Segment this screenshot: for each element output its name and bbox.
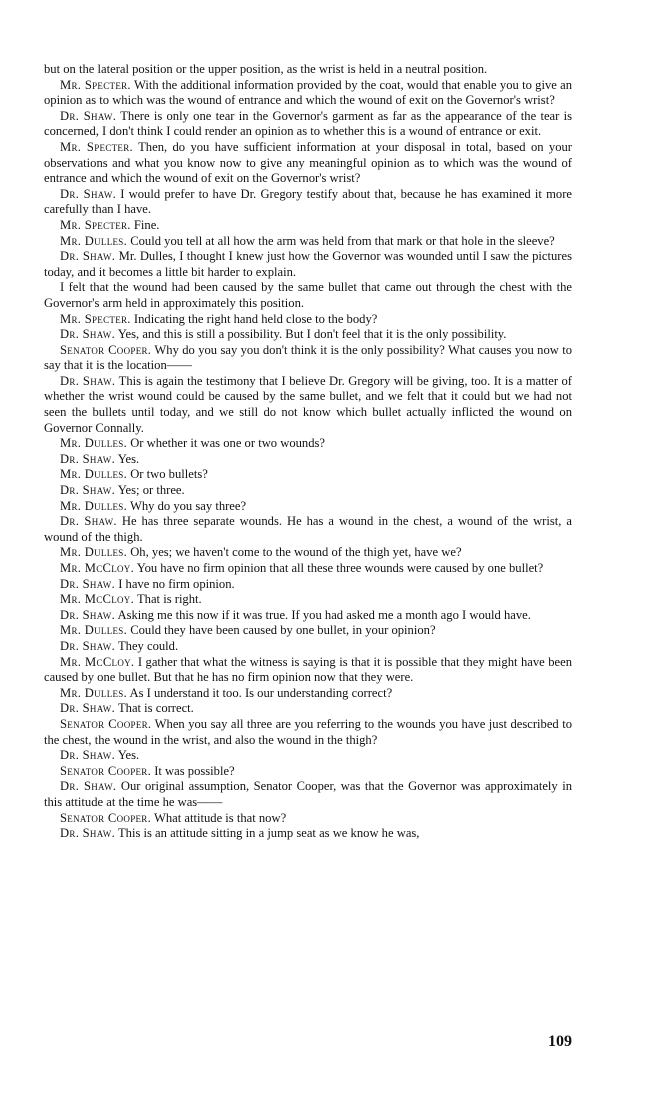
paragraph-text: That is correct. xyxy=(117,701,194,716)
speaker-label: Mr. Specter. xyxy=(60,77,131,92)
speaker-label: Senator Cooper. xyxy=(60,342,152,357)
transcript-paragraph xyxy=(44,109,572,140)
transcript-paragraph xyxy=(44,483,572,499)
transcript-paragraph xyxy=(44,452,572,468)
page-number: 109 xyxy=(548,1033,572,1050)
speaker-label: Dr. Shaw. xyxy=(60,701,116,716)
paragraph-text: Could you tell at all how the arm was held from that mark or that hole in the sleeve? xyxy=(130,233,555,248)
paragraph-text: I felt that the wound had been caused by the same bullet that came out through the chest with the Governor's arm held in approximately this position. xyxy=(44,280,572,310)
speaker-label: Mr. McCloy. xyxy=(60,561,135,575)
paragraph-text: This is again the testimony that I believe Dr. Gregory will be giving, too. It is a matter of whether the wrist wound could be caused by the same bullet, and we felt that it could but we had not seen the bullets until today, and we still do not know which bullet actually inflicted the wound on Governor Connally. xyxy=(44,373,572,435)
paragraph-text: Or two bullets? xyxy=(130,467,208,482)
speaker-label: Mr. Specter. xyxy=(60,139,133,154)
transcript-paragraph xyxy=(44,140,572,187)
transcript-paragraph xyxy=(44,811,572,827)
transcript-paragraph xyxy=(44,514,572,545)
speaker-label: Mr. Dulles. xyxy=(60,436,128,451)
speaker-label: Dr. Shaw. xyxy=(60,607,116,622)
paragraph-text: Our original assumption, Senator Cooper, was that the Governor was approximately in this attitude at the time he was—— xyxy=(44,779,572,809)
transcript-paragraph xyxy=(44,748,572,764)
paragraph-text: Mr. Dulles, I thought I knew just how the Governor was wounded until I saw the pictures today, and it becomes a little bit harder to explain. xyxy=(44,249,572,279)
transcript-paragraph xyxy=(44,343,572,374)
paragraph-text: Fine. xyxy=(133,217,160,232)
paragraph-text: It was possible? xyxy=(154,763,235,778)
transcript-paragraph xyxy=(44,577,572,593)
speaker-label: Dr. Shaw. xyxy=(60,514,117,529)
speaker-label: Mr. McCloy. xyxy=(60,654,135,669)
transcript-paragraph xyxy=(44,608,572,624)
paragraph-text: Or whether it was one or two wounds? xyxy=(130,436,326,451)
speaker-label: Dr. Shaw. xyxy=(60,779,117,794)
speaker-label: Dr. Shaw. xyxy=(60,186,117,201)
paragraph-text: There is only one tear in the Governor's garment as far as the appearance of the tear is concerned, I don't think I could render an opinion as to whether this is a wound of entrance or exit. xyxy=(44,108,572,139)
transcript-paragraph xyxy=(44,655,572,686)
paragraph-text: Then, do you have sufficient information at your disposal in total, based on your observations and what you know now to give any meaningful opinion as to which was the wound of entrance and which the wound of exit on the Governor's wrist? xyxy=(44,139,572,186)
transcript-paragraph xyxy=(44,467,572,483)
transcript-paragraph xyxy=(44,78,572,109)
transcript-paragraph xyxy=(44,639,572,655)
transcript-paragraph xyxy=(44,374,572,436)
speaker-label: Mr. Dulles. xyxy=(60,467,128,482)
paragraph-text: Oh, yes; we haven't come to the wound of the thigh yet, have we? xyxy=(130,545,462,560)
paragraph-text: You have no firm opinion that all these three wounds were caused by one bullet? xyxy=(136,561,544,575)
speaker-label: Dr. Shaw. xyxy=(60,748,116,763)
speaker-label: Dr. Shaw. xyxy=(60,826,116,841)
speaker-label: Mr. Dulles. xyxy=(60,498,128,513)
speaker-label: Mr. Specter. xyxy=(60,311,131,326)
transcript-paragraph xyxy=(44,779,572,810)
transcript-paragraph xyxy=(44,717,572,748)
paragraph-text: That is right. xyxy=(136,592,202,607)
transcript-paragraph xyxy=(44,62,572,78)
paragraph-text: With the additional information provided by the coat, would that enable you to give an opinion as to which was the wound of entrance and which the wound of exit on the Governor's wrist? xyxy=(44,77,572,108)
paragraph-text: Yes; or three. xyxy=(117,483,185,498)
speaker-label: Mr. Specter. xyxy=(60,217,131,232)
paragraph-text: I gather that what the witness is saying is that it is possible that they might have been caused by one bullet. But that he has no firm opinion now that they were. xyxy=(44,654,572,685)
speaker-label: Dr. Shaw. xyxy=(60,327,116,342)
transcript-paragraph xyxy=(44,561,572,577)
paragraph-text: I have no firm opinion. xyxy=(118,576,235,591)
paragraph-text: but on the lateral position or the upper position, as the wrist is held in a neutral position. xyxy=(44,62,488,76)
paragraph-text: Yes, and this is still a possibility. But I don't feel that it is the only possibility. xyxy=(117,327,507,342)
paragraph-text: I would prefer to have Dr. Gregory testify about that, because he has examined it more carefully than I have. xyxy=(44,186,572,217)
transcript-paragraph xyxy=(44,764,572,780)
speaker-label: Mr. Dulles. xyxy=(60,233,128,248)
speaker-label: Senator Cooper. xyxy=(60,763,152,778)
speaker-label: Mr. McCloy. xyxy=(60,592,135,607)
paragraph-text: He has three separate wounds. He has a wound in the chest, a wound of the wrist, a wound of the thigh. xyxy=(44,514,572,544)
transcript-paragraph xyxy=(44,826,572,842)
paragraph-text: Indicating the right hand held close to the body? xyxy=(133,311,378,326)
transcript-paragraph xyxy=(44,701,572,717)
speaker-label: Mr. Dulles. xyxy=(60,623,128,638)
paragraph-text: Asking me this now if it was true. If you had asked me a month ago I would have. xyxy=(117,607,531,622)
speaker-label: Dr. Shaw. xyxy=(60,638,116,653)
speaker-label: Mr. Dulles. xyxy=(60,685,128,700)
speaker-label: Dr. Shaw. xyxy=(60,451,116,466)
paragraph-text: Could they have been caused by one bullet, in your opinion? xyxy=(130,623,436,638)
paragraph-text: Yes. xyxy=(117,748,140,763)
speaker-label: Dr. Shaw. xyxy=(60,576,116,591)
paragraph-text: This is an attitude sitting in a jump seat as we know he was, xyxy=(117,826,420,841)
transcript-paragraph xyxy=(44,327,572,343)
speaker-label: Dr. Shaw. xyxy=(60,249,116,264)
speaker-label: Dr. Shaw. xyxy=(60,483,116,498)
speaker-label: Dr. Shaw. xyxy=(60,108,117,123)
paragraph-text: As I understand it too. Is our understanding correct? xyxy=(129,685,393,700)
speaker-label: Dr. Shaw. xyxy=(60,373,116,388)
paragraph-text: They could. xyxy=(117,638,179,653)
paragraph-text: Why do you say three? xyxy=(129,498,247,513)
transcript-paragraph xyxy=(44,312,572,328)
transcript-paragraph xyxy=(44,545,572,561)
transcript-paragraph xyxy=(44,592,572,608)
transcript-paragraph xyxy=(44,499,572,515)
speaker-label: Senator Cooper. xyxy=(60,716,152,731)
transcript-paragraph xyxy=(44,234,572,250)
paragraph-text: What attitude is that now? xyxy=(153,810,287,825)
transcript-paragraph xyxy=(44,187,572,218)
paragraph-text: When you say all three are you referring to the wounds you have just described to the chest, the wound in the wrist, and also the wound in the thigh? xyxy=(44,716,573,747)
transcript-paragraph xyxy=(44,623,572,639)
transcript-paragraph xyxy=(44,280,572,311)
transcript-paragraph xyxy=(44,436,572,452)
speaker-label: Mr. Dulles. xyxy=(60,545,128,560)
speaker-label: Senator Cooper. xyxy=(60,810,152,825)
paragraph-text: Why do you say you don't think it is the only possibility? What causes you now to say that it is the location—— xyxy=(44,342,572,373)
paragraph-text: Yes. xyxy=(117,451,140,466)
transcript-paragraph xyxy=(44,686,572,702)
transcript-body xyxy=(44,62,572,842)
transcript-paragraph xyxy=(44,249,572,280)
transcript-paragraph xyxy=(44,218,572,234)
